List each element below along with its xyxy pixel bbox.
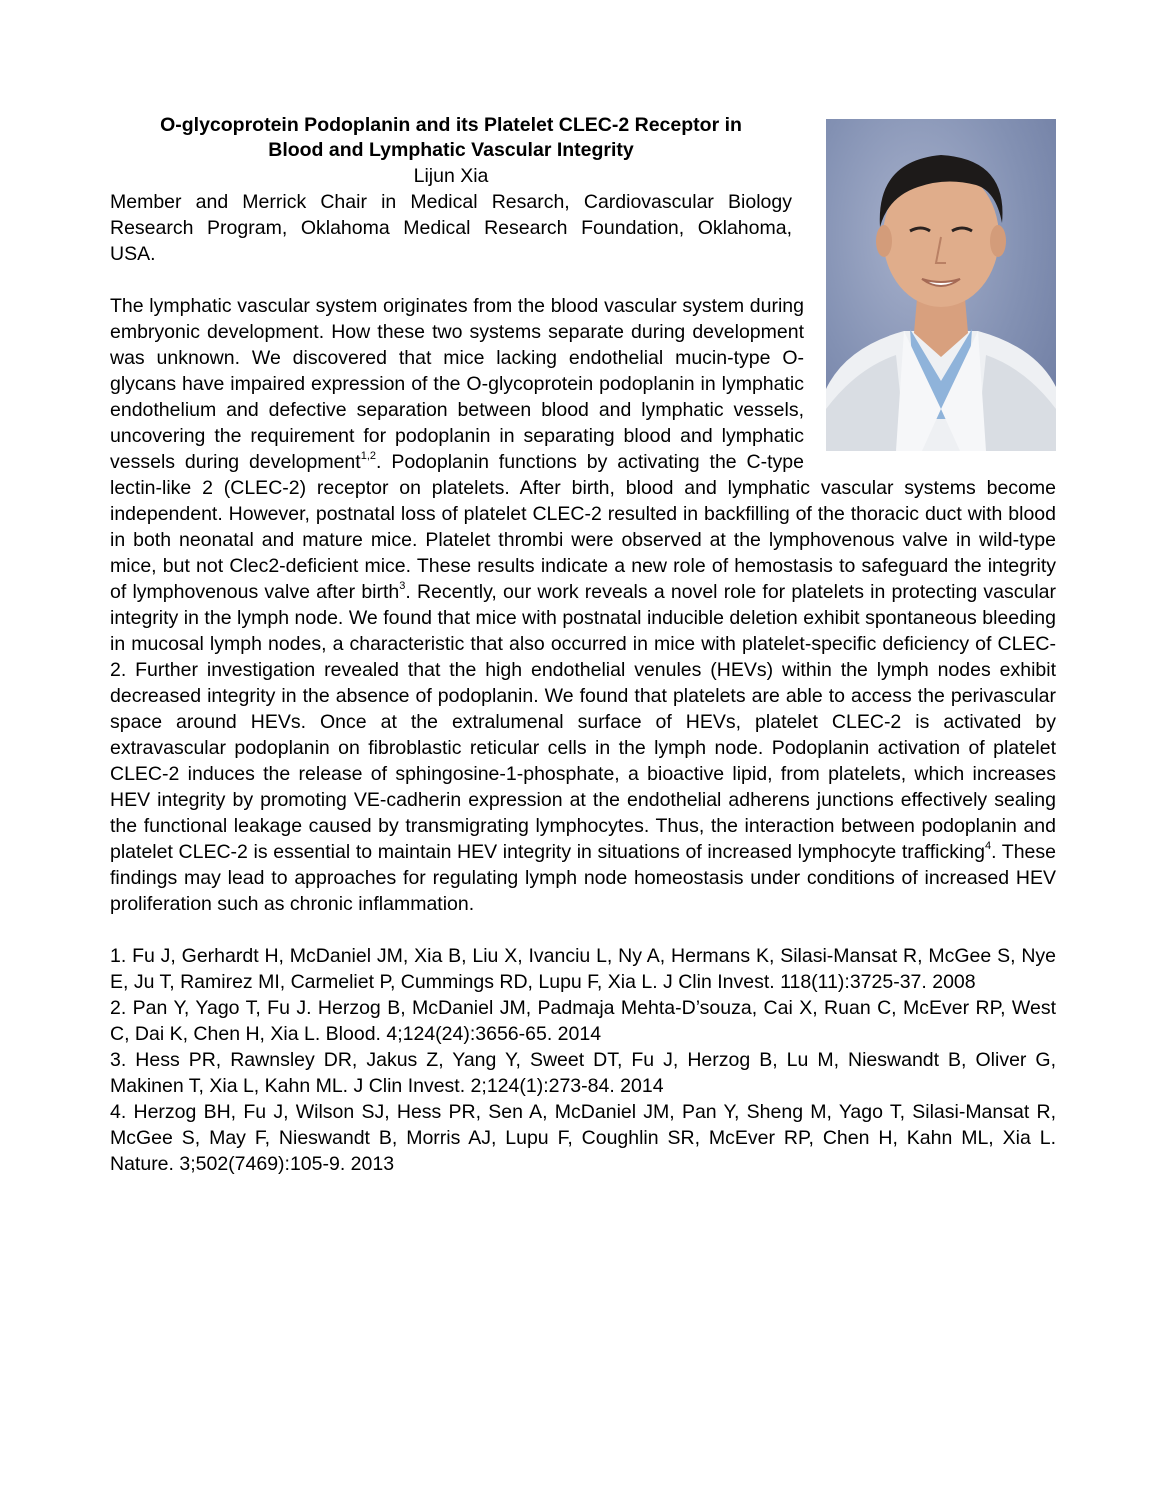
reference-item: 3. Hess PR, Rawnsley DR, Jakus Z, Yang Y, Sweet DT, Fu J, Herzog B, Lu M, Nieswandt B, Oliver G, Makinen T, Xia L, Kahn ML. J Clin Invest. 2;124(1):273-84. 2014 xyxy=(110,1049,1056,1097)
title-line-2: Blood and Lymphatic Vascular Integrity xyxy=(268,139,634,161)
references-list xyxy=(110,943,1056,1177)
reference-item: 2. Pan Y, Yago T, Fu J. Herzog B, McDaniel JM, Padmaja Mehta-D’souza, Cai X, Ruan C, McEver RP, West C, Dai K, Chen H, Xia L. Blood. 4;124(24):3656-65. 2014 xyxy=(110,997,1056,1045)
abstract-part-4: . These findings may lead to approaches for regulating lymph node homeostasis under conditions of increased HEV proliferation such as chronic inflammation. xyxy=(110,841,1056,915)
author-name: Lijun Xia xyxy=(413,165,489,187)
abstract-part-1: The lymphatic vascular system originates from the blood vascular system during embryonic development. How these two systems separate during development was unknown. We discovered that mice lacking endothelial mucin-type O-glycans have impaired expression of the O-glycoprotein podoplanin in lymphatic endothelium and defective separation between blood and lymphatic vessels, uncovering the requirement for podoplanin in separating blood and lymphatic vessels during development xyxy=(110,295,804,473)
citation-superscript-2: 3 xyxy=(399,580,406,592)
abstract-part-2: . Podoplanin functions by activating the C-type lectin-like 2 (CLEC-2) receptor on platelets. After birth, blood and lymphatic vascular systems become independent. However, postnatal loss of platelet CLEC-2 resulted in backfilling of the thoracic duct with blood in both neonatal and mature mice. Platelet thrombi were observed at the lymphovenous valve in wild-type mice, but not Clec2-deficient mice. These results indicate a new role of hemostasis to safeguard the integrity of lymphovenous valve after birth xyxy=(110,451,1056,603)
abstract-part-3: . Recently, our work reveals a novel role for platelets in protecting vascular integrity in the lymph node. We found that mice with postnatal inducible deletion exhibit spontaneous bleeding in mucosal lymph nodes, a characteristic that also occurred in mice with platelet-specific deficiency of CLEC-2. Further investigation revealed that the high endothelial venules (HEVs) within the lymph nodes exhibit decreased integrity in the absence of podoplanin. We found that platelets are able to access the perivascular space around HEVs. Once at the extralumenal surface of HEVs, platelet CLEC-2 is activated by extravascular podoplanin on fibroblastic reticular cells in the lymph node. Podoplanin activation of platelet CLEC-2 induces the release of sphingosine-1-phosphate, a bioactive lipid, from platelets, which increases HEV integrity by promoting VE-cadherin expression at the endothelial adherens junctions effectively sealing the functional leakage caused by transmigrating lymphocytes. Thus, the interaction between podoplanin and platelet CLEC-2 is essential to maintain HEV integrity in situations of increased lymphocyte trafficking xyxy=(110,581,1056,863)
title-line-1: O-glycoprotein Podoplanin and its Platelet CLEC-2 Receptor in xyxy=(160,114,742,136)
document-title xyxy=(110,113,792,163)
document-page xyxy=(110,113,1056,1177)
portrait-photo xyxy=(826,119,1056,451)
citation-superscript-1: 1,2 xyxy=(360,450,376,462)
reference-item: 1. Fu J, Gerhardt H, McDaniel JM, Xia B, Liu X, Ivanciu L, Ny A, Hermans K, Silasi-Mansat R, McGee S, Nye E, Ju T, Ramirez MI, Carmeliet P, Cummings RD, Lupu F, Xia L. J Clin Invest. 118(11):3725-37. 2008 xyxy=(110,945,1056,993)
author-affiliation: Member and Merrick Chair in Medical Resarch, Cardiovascular Biology Research Program, Oklahoma Medical Research Foundation, Oklahoma, USA. xyxy=(110,191,792,265)
reference-item: 4. Herzog BH, Fu J, Wilson SJ, Hess PR, Sen A, McDaniel JM, Pan Y, Sheng M, Yago T, Silasi-Mansat R, McGee S, May F, Nieswandt B, Morris AJ, Lupu F, Coughlin SR, McEver RP, Chen H, Kahn ML, Xia L. Nature. 3;502(7469):105-9. 2013 xyxy=(110,1101,1056,1175)
citation-superscript-3: 4 xyxy=(984,840,992,852)
portrait-icon xyxy=(826,119,1056,451)
